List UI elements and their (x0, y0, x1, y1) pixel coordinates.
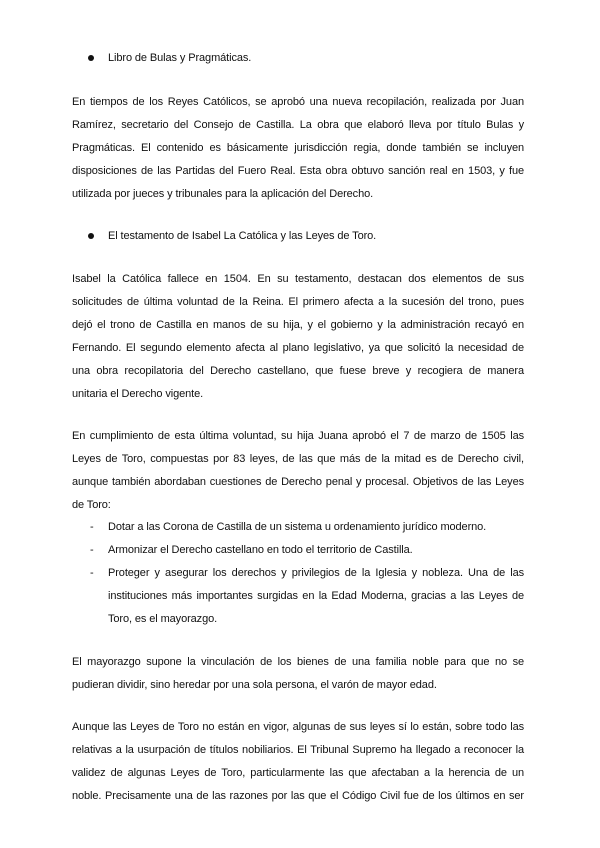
bullet-text: Libro de Bulas y Pragmáticas. (108, 52, 252, 64)
text-line: validez de algunas Leyes de Toro, particularmente las que afectaban a la herencia de un (72, 767, 524, 779)
text-line: Pragmáticas. El contenido es básicamente jurisdicción regia, donde también se incluyen (72, 142, 524, 154)
text-line: El mayorazgo supone la vinculación de los bienes de una familia noble para que no se (72, 656, 524, 668)
text-line: aunque también abordaban cuestiones de Derecho penal y procesal. Objetivos de las Leyes (72, 476, 524, 488)
text-line: dejó el trono de Castilla en manos de su hija, y el gobierno y la administración recayó en (72, 319, 524, 331)
text-line: En cumplimiento de esta última voluntad, su hija Juana aprobó el 7 de marzo de 1505 las (72, 430, 524, 442)
text-line: unitaria el Derecho vigente. (72, 388, 204, 400)
list-item: Dotar a las Corona de Castilla de un sistema u ordenamiento jurídico moderno. (108, 521, 487, 533)
text-line: Fernando. El segundo elemento afecta al plano legislativo, ya que solicitó la necesidad de (72, 342, 524, 354)
text-line: disposiciones de las Partidas del Fuero Real. Esta obra obtuvo sanción real en 1503, y fue (72, 165, 524, 177)
dash-marker: - (90, 544, 94, 556)
text-line: pudieran dividir, sino heredar por una sola persona, el varón de mayor edad. (72, 679, 437, 691)
list-item-continued: instituciones más importantes surgidas en la Edad Moderna, gracias a las Leyes de (108, 590, 524, 602)
dash-marker: - (90, 567, 94, 579)
list-item-continued: Toro, es el mayorazgo. (108, 613, 218, 625)
text-line: solicitudes de última voluntad de la Reina. El primero afecta a la sucesión del trono, pues (72, 296, 524, 308)
text-line: En tiempos de los Reyes Católicos, se aprobó una nueva recopilación, realizada por Juan (72, 96, 524, 108)
text-line: noble. Precisamente una de las razones por las que el Código Civil fue de los últimos en ser (72, 790, 524, 802)
dash-marker: - (90, 521, 94, 533)
list-item: Proteger y asegurar los derechos y privilegios de la Iglesia y nobleza. Una de las (108, 567, 524, 579)
text-line: Ramírez, secretario del Consejo de Castilla. La obra que elaboró lleva por título Bulas y (72, 119, 524, 131)
text-line: Aunque las Leyes de Toro no están en vigor, algunas de sus leyes sí lo están, sobre todo las (72, 721, 524, 733)
text-line: Isabel la Católica fallece en 1504. En su testamento, destacan dos elementos de sus (72, 273, 524, 285)
text-line: Leyes de Toro, compuestas por 83 leyes, de las que más de la mitad es de Derecho civil, (72, 453, 524, 465)
text-line: relativas a la usurpación de títulos nobiliarios. El Tribunal Supremo ha llegado a reconocer la (72, 744, 524, 756)
bullet-text: El testamento de Isabel La Católica y las Leyes de Toro. (108, 230, 377, 242)
text-line: una obra recopilatoria del Derecho castellano, que fuese breve y recogiera de manera (72, 365, 524, 377)
list-item: Armonizar el Derecho castellano en todo el territorio de Castilla. (108, 544, 413, 556)
bullet-dot-icon (88, 55, 94, 61)
text-line: de Toro: (72, 499, 111, 511)
text-line: utilizada por jueces y tribunales para la aplicación del Derecho. (72, 188, 374, 200)
bullet-dot-icon (88, 233, 94, 239)
